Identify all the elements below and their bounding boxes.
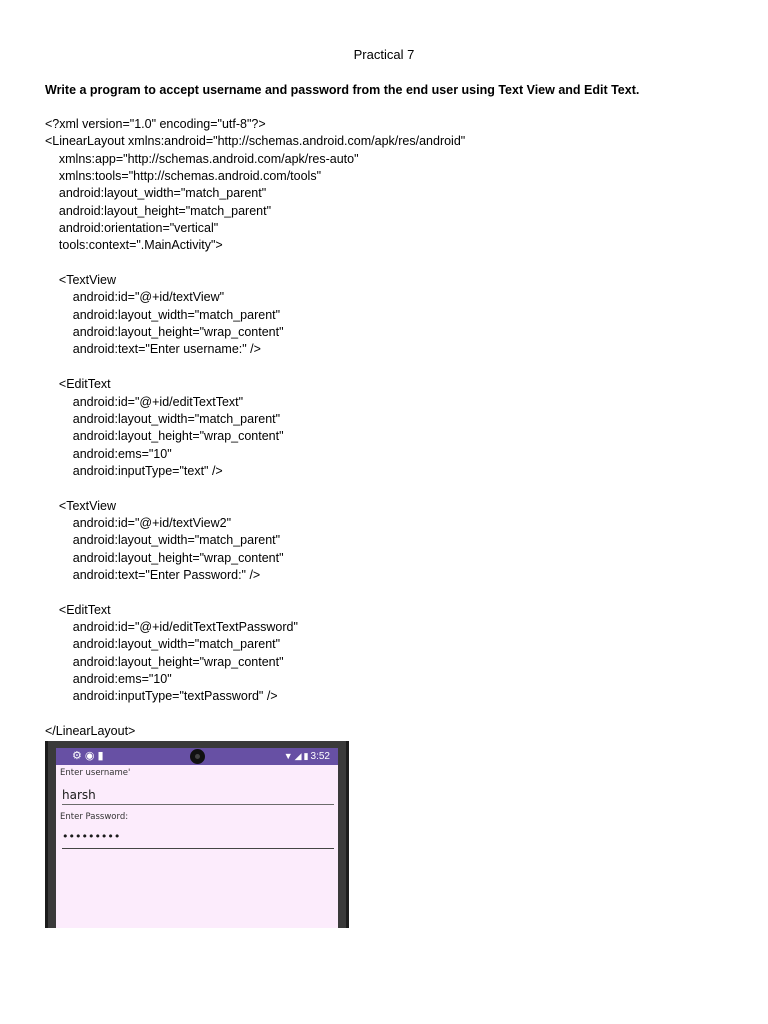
code-line: <TextView [45, 273, 116, 288]
page-title: Practical 7 [353, 47, 415, 62]
code-line [45, 706, 725, 723]
code-line: <EditText [45, 377, 111, 392]
code-line: xmlns:app="http://schemas.android.com/apk/res-auto" [45, 151, 359, 166]
password-label: Enter Password: [60, 812, 129, 822]
code-line: android:orientation="vertical" [45, 221, 219, 236]
code-line: android:layout_width="match_parent" [45, 411, 281, 426]
code-line: android:id="@+id/textView" [45, 290, 225, 305]
code-line [45, 480, 725, 497]
code-line: android:layout_height="wrap_content" [45, 550, 284, 565]
code-line: android:ems="10" [45, 446, 172, 461]
code-line: android:layout_height="match_parent" [45, 203, 272, 218]
code-line [45, 584, 725, 601]
username-input[interactable]: harsh [62, 786, 334, 805]
code-line: android:ems="10" [45, 672, 172, 686]
code-block [45, 116, 725, 740]
camera-cutout [190, 749, 205, 764]
code-line: android:layout_height="wrap_content" [45, 325, 284, 340]
phone-frame-left [45, 741, 48, 928]
code-line: android:inputType="textPassword" /> [45, 689, 278, 704]
wifi-icon: ▼ [283, 751, 293, 761]
code-line: <LinearLayout xmlns:android="http://schemas.android.com/apk/res/android" [45, 134, 466, 149]
phone-screen [56, 748, 338, 928]
status-right [284, 750, 330, 763]
signal-icon: ◢ [294, 751, 302, 761]
code-line: android:layout_height="wrap_content" [45, 429, 284, 444]
code-line: android:text="Enter username:" /> [45, 342, 261, 357]
phone-screenshot [45, 741, 349, 928]
code-line: android:id="@+id/textView2" [45, 515, 232, 530]
code-line: android:layout_width="match_parent" [45, 307, 281, 322]
question-text: Write a program to accept username and password from the end user using Text View and Edit Text. [45, 83, 640, 97]
code-line: android:id="@+id/editTextText" [45, 394, 244, 409]
password-input[interactable]: ••••••••• [62, 828, 334, 849]
status-time: 3:52 [310, 751, 330, 762]
code-line: <?xml version="1.0" encoding="utf-8"?> [45, 117, 266, 131]
username-label: Enter username' [60, 768, 131, 778]
code-line: android:inputType="text" /> [45, 463, 223, 478]
code-line: <EditText [45, 602, 111, 617]
code-line [45, 359, 725, 376]
code-line: xmlns:tools="http://schemas.android.com/tools" [45, 169, 322, 184]
code-line: tools:context=".MainActivity"> [45, 238, 223, 253]
code-line: android:text="Enter Password:" /> [45, 567, 261, 582]
code-line: <TextView [45, 498, 116, 513]
status-icons: ⚙◉▮ [72, 750, 107, 762]
battery-icon: ▮ [303, 751, 309, 761]
code-line: android:id="@+id/editTextTextPassword" [45, 619, 298, 634]
code-line: android:layout_height="wrap_content" [45, 654, 284, 669]
code-line: android:layout_width="match_parent" [45, 533, 281, 548]
code-line: </LinearLayout> [45, 724, 136, 739]
phone-frame-right [346, 741, 349, 928]
code-line: android:layout_width="match_parent" [45, 186, 267, 201]
code-line: android:layout_width="match_parent" [45, 637, 281, 652]
code-line [45, 255, 725, 272]
